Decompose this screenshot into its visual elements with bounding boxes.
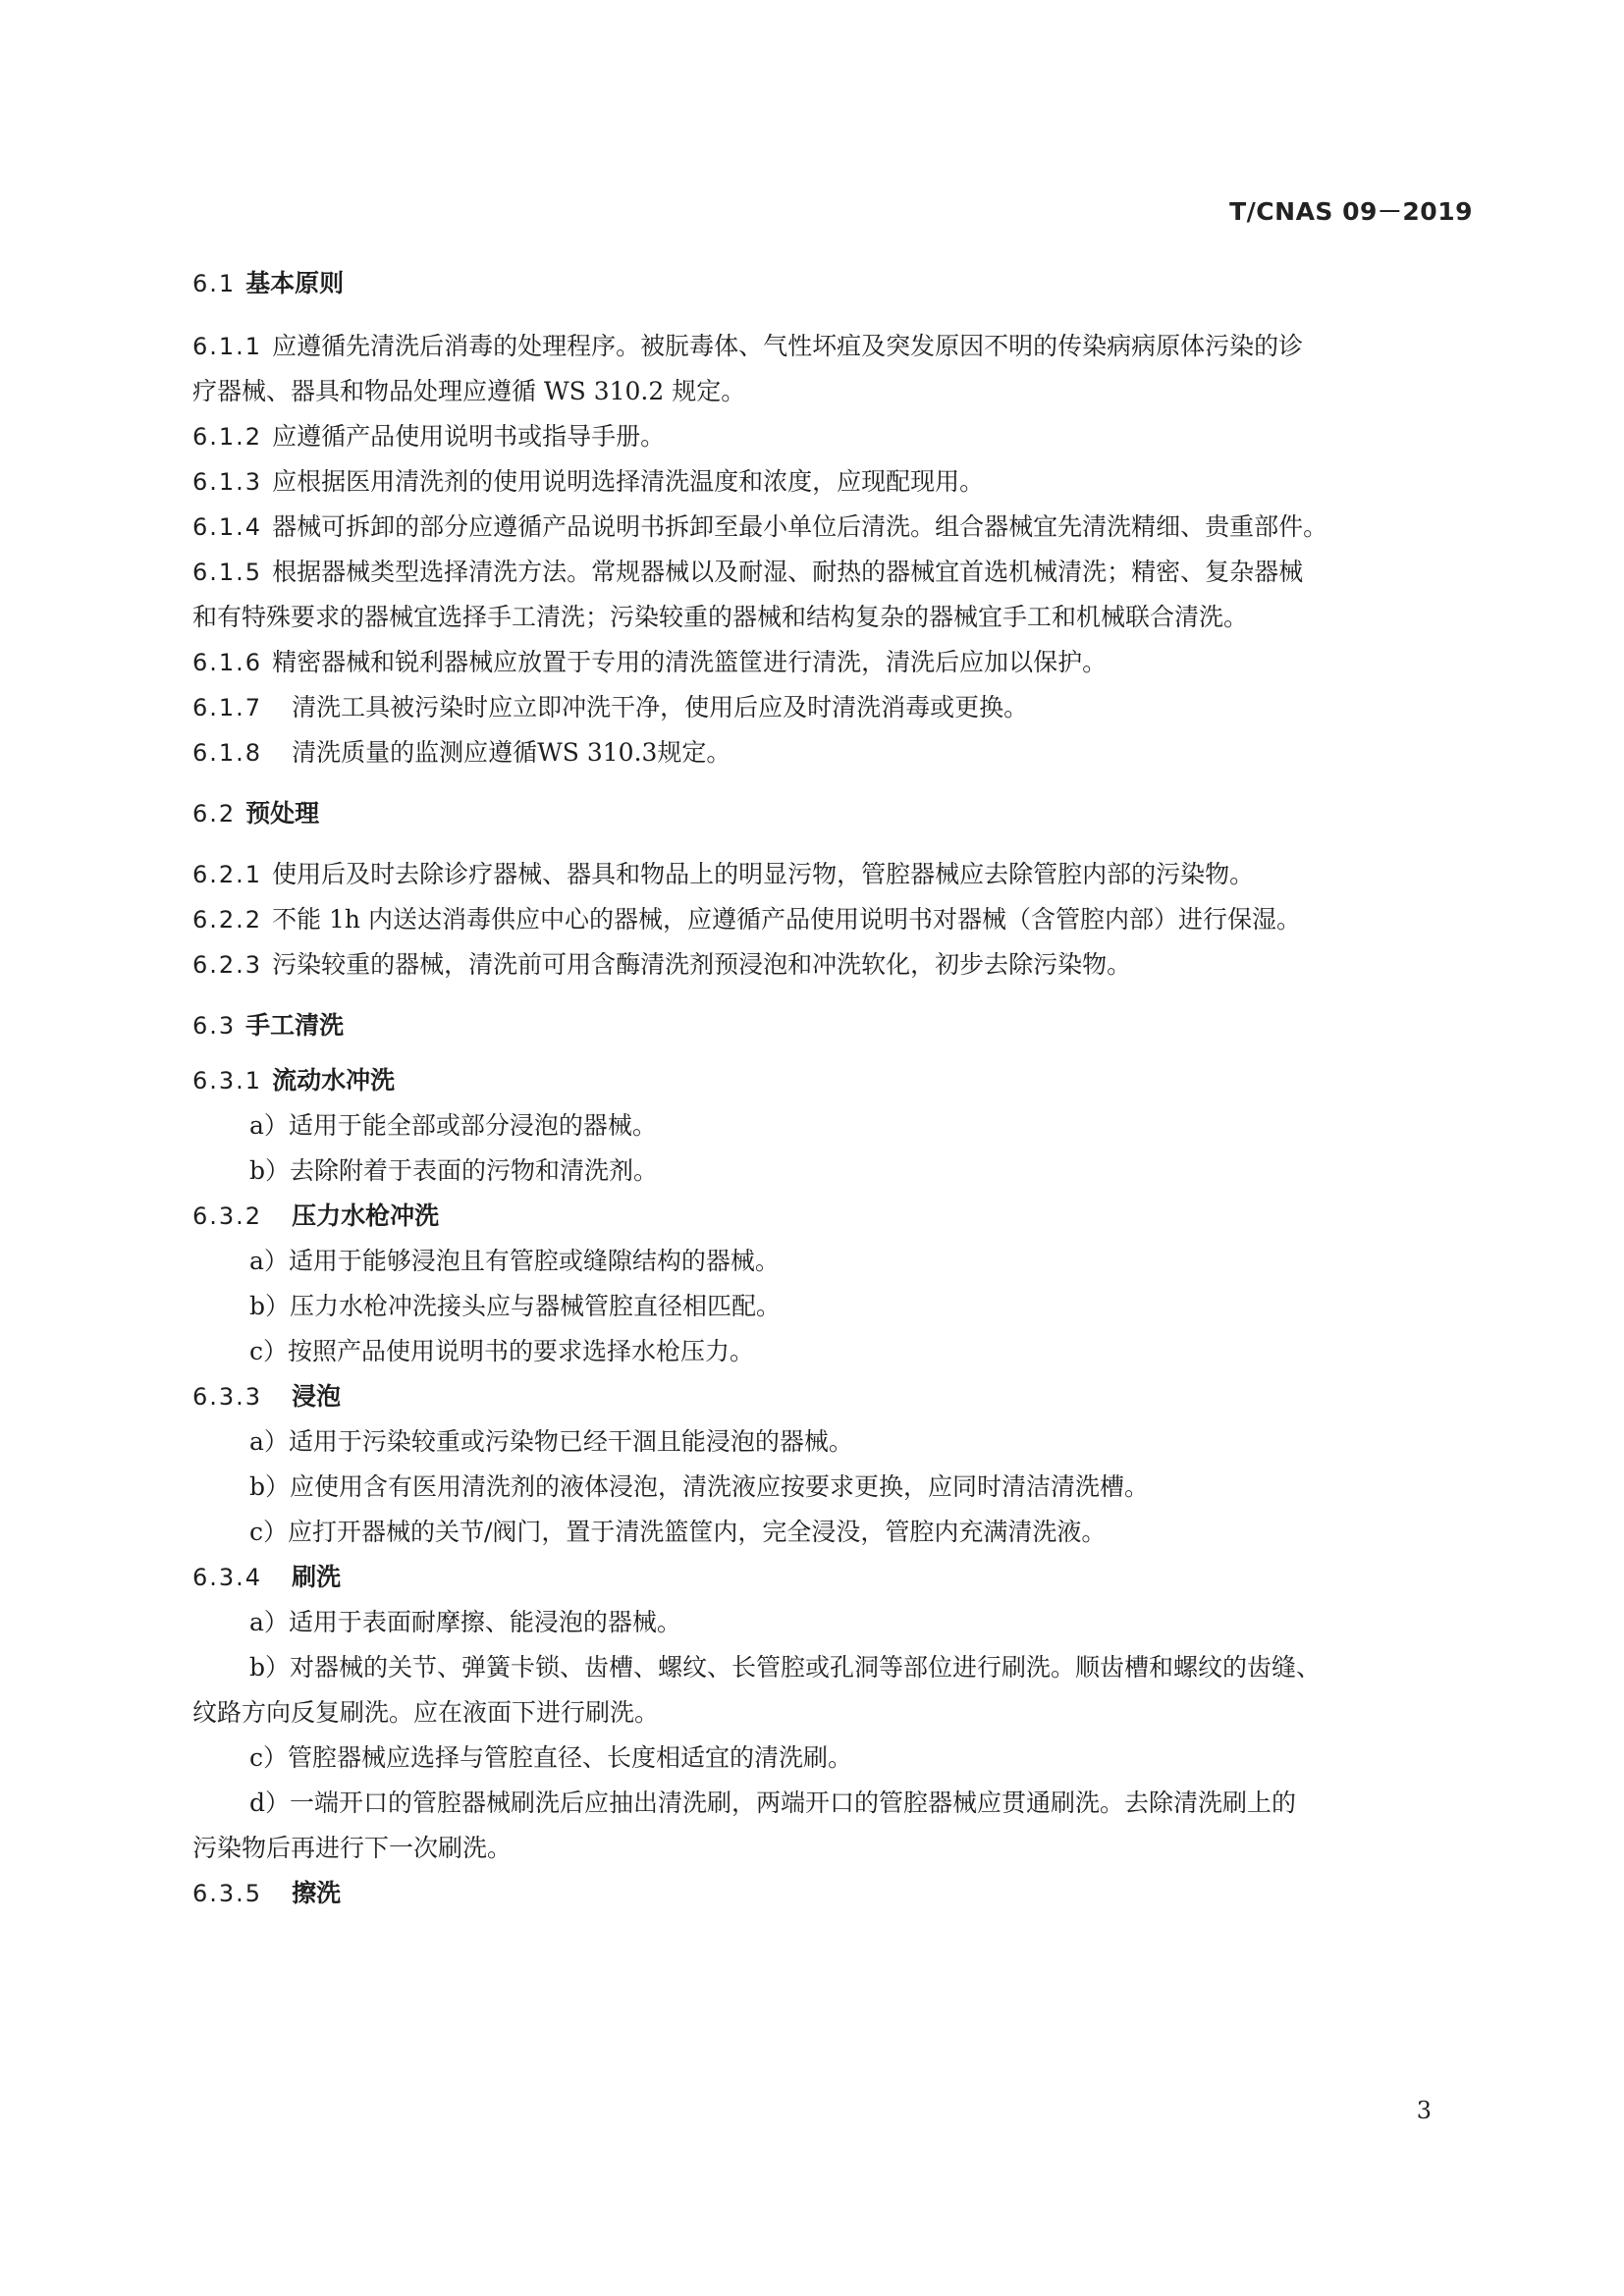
clause-6-1-7 bbox=[192, 691, 1028, 724]
list-item: b）对器械的关节、弹簧卡锁、齿槽、螺纹、长管腔或孔洞等部位进行刷洗。顺齿槽和螺纹的齿缝、 bbox=[249, 1653, 1322, 1682]
subsection-title: 擦洗 bbox=[292, 1879, 342, 1907]
clause-6-1-1 bbox=[192, 330, 1303, 363]
clause-number: 6.3.3 bbox=[192, 1383, 263, 1411]
section-number: 6.3 bbox=[192, 1012, 237, 1040]
section-number: 6.1 bbox=[192, 270, 237, 297]
list-item: d）一端开口的管腔器械刷洗后应抽出清洗刷，两端开口的管腔器械应贯通刷洗。去除清洗刷上的 bbox=[249, 1789, 1297, 1817]
list-item-continued: 纹路方向反复刷洗。应在液面下进行刷洗。 bbox=[192, 1698, 660, 1727]
subsection-title: 流动水冲洗 bbox=[272, 1066, 396, 1095]
list-item: b）去除附着于表面的污物和清洗剂。 bbox=[249, 1156, 659, 1185]
list-item: b）应使用含有医用清洗剂的液体浸泡，清洗液应按要求更换，应同时清洁清洗槽。 bbox=[249, 1472, 1150, 1501]
section-title: 基本原则 bbox=[245, 269, 345, 297]
clause-number: 6.1.2 bbox=[192, 423, 263, 451]
list-item: a）适用于污染较重或污染物已经干涸且能浸泡的器械。 bbox=[249, 1427, 853, 1456]
clause-number: 6.1.6 bbox=[192, 649, 263, 676]
list-item: b）压力水枪冲洗接头应与器械管腔直径相匹配。 bbox=[249, 1292, 782, 1320]
clause-text: 污染较重的器械，清洗前可用含酶清洗剂预浸泡和冲洗软化，初步去除污染物。 bbox=[272, 950, 1132, 979]
clause-text: 应遵循先清洗后消毒的处理程序。被朊毒体、气性坏疽及突发原因不明的传染病病原体污染的诊 bbox=[272, 332, 1304, 360]
clause-number: 6.1.8 bbox=[192, 739, 263, 767]
clause-6-2-1 bbox=[192, 858, 1254, 891]
subsection-6-3-5-heading bbox=[192, 1877, 341, 1910]
clause-6-1-3 bbox=[192, 465, 984, 499]
clause-number: 6.2.3 bbox=[192, 951, 263, 979]
clause-number: 6.3.1 bbox=[192, 1067, 263, 1095]
section-6-2-heading bbox=[192, 797, 319, 830]
clause-6-2-3 bbox=[192, 948, 1131, 982]
clause-6-1-8 bbox=[192, 736, 731, 770]
clause-text: 根据器械类型选择清洗方法。常规器械以及耐湿、耐热的器械宜首选机械清洗；精密、复杂器械 bbox=[272, 558, 1304, 586]
page-number: 3 bbox=[1416, 2097, 1432, 2124]
clause-6-2-2 bbox=[192, 903, 1301, 936]
list-item: c）应打开器械的关节/阀门，置于清洗篮筐内，完全浸没，管腔内充满清洗液。 bbox=[249, 1518, 1107, 1546]
section-title: 预处理 bbox=[245, 799, 320, 828]
clause-number: 6.2.2 bbox=[192, 906, 263, 934]
clause-number: 6.3.4 bbox=[192, 1564, 263, 1591]
section-title: 手工清洗 bbox=[245, 1011, 345, 1040]
clause-6-1-6 bbox=[192, 646, 1107, 679]
clause-number: 6.2.1 bbox=[192, 861, 263, 888]
list-item: c）按照产品使用说明书的要求选择水枪压力。 bbox=[249, 1337, 755, 1365]
section-number: 6.2 bbox=[192, 800, 237, 828]
clause-text: 精密器械和锐利器械应放置于专用的清洗篮筐进行清洗，清洗后应加以保护。 bbox=[272, 648, 1108, 676]
clause-6-1-2 bbox=[192, 420, 665, 454]
list-item: a）适用于能够浸泡且有管腔或缝隙结构的器械。 bbox=[249, 1247, 780, 1275]
clause-text: 器械可拆卸的部分应遵循产品说明书拆卸至最小单位后清洗。组合器械宜先清洗精细、贵重部件。 bbox=[272, 512, 1328, 541]
clause-6-1-5-continued: 和有特殊要求的器械宜选择手工清洗；污染较重的器械和结构复杂的器械宜手工和机械联合清洗。 bbox=[192, 603, 1249, 631]
clause-text: 清洗工具被污染时应立即冲洗干净，使用后应及时清洗消毒或更换。 bbox=[292, 693, 1029, 721]
subsection-title: 刷洗 bbox=[292, 1563, 342, 1591]
list-item: a）适用于表面耐摩擦、能浸泡的器械。 bbox=[249, 1608, 681, 1636]
clause-number: 6.1.5 bbox=[192, 559, 263, 586]
clause-6-1-1-continued: 疗器械、器具和物品处理应遵循 WS 310.2 规定。 bbox=[192, 377, 746, 405]
clause-text: 使用后及时去除诊疗器械、器具和物品上的明显污物，管腔器械应去除管腔内部的污染物。 bbox=[272, 860, 1255, 888]
clause-number: 6.1.4 bbox=[192, 513, 263, 541]
section-6-3-heading bbox=[192, 1009, 344, 1042]
subsection-title: 浸泡 bbox=[292, 1382, 342, 1411]
clause-text: 应遵循产品使用说明书或指导手册。 bbox=[272, 422, 666, 451]
clause-number: 6.1.1 bbox=[192, 333, 263, 360]
clause-6-1-4 bbox=[192, 510, 1327, 544]
list-item: c）管腔器械应选择与管腔直径、长度相适宜的清洗刷。 bbox=[249, 1743, 853, 1772]
subsection-6-3-3-heading bbox=[192, 1380, 341, 1414]
subsection-6-3-4-heading bbox=[192, 1561, 341, 1594]
clause-text: 应根据医用清洗剂的使用说明选择清洗温度和浓度，应现配现用。 bbox=[272, 467, 985, 496]
list-item: a）适用于能全部或部分浸泡的器械。 bbox=[249, 1111, 657, 1140]
clause-text: 清洗质量的监测应遵循WS 310.3规定。 bbox=[292, 738, 731, 767]
document-code: T/CNAS 09－2019 bbox=[1229, 197, 1473, 226]
subsection-6-3-2-heading bbox=[192, 1200, 439, 1233]
clause-number: 6.3.2 bbox=[192, 1202, 263, 1230]
clause-number: 6.3.5 bbox=[192, 1880, 263, 1907]
clause-6-1-5 bbox=[192, 556, 1303, 589]
clause-number: 6.1.3 bbox=[192, 468, 263, 496]
list-item-continued: 污染物后再进行下一次刷洗。 bbox=[192, 1834, 513, 1862]
clause-text: 不能 1h 内送达消毒供应中心的器械，应遵循产品使用说明书对器械（含管腔内部）进行保湿。 bbox=[272, 905, 1301, 934]
clause-number: 6.1.7 bbox=[192, 694, 263, 721]
subsection-6-3-1-heading bbox=[192, 1064, 395, 1097]
section-6-1-heading bbox=[192, 267, 344, 300]
subsection-title: 压力水枪冲洗 bbox=[292, 1201, 440, 1230]
